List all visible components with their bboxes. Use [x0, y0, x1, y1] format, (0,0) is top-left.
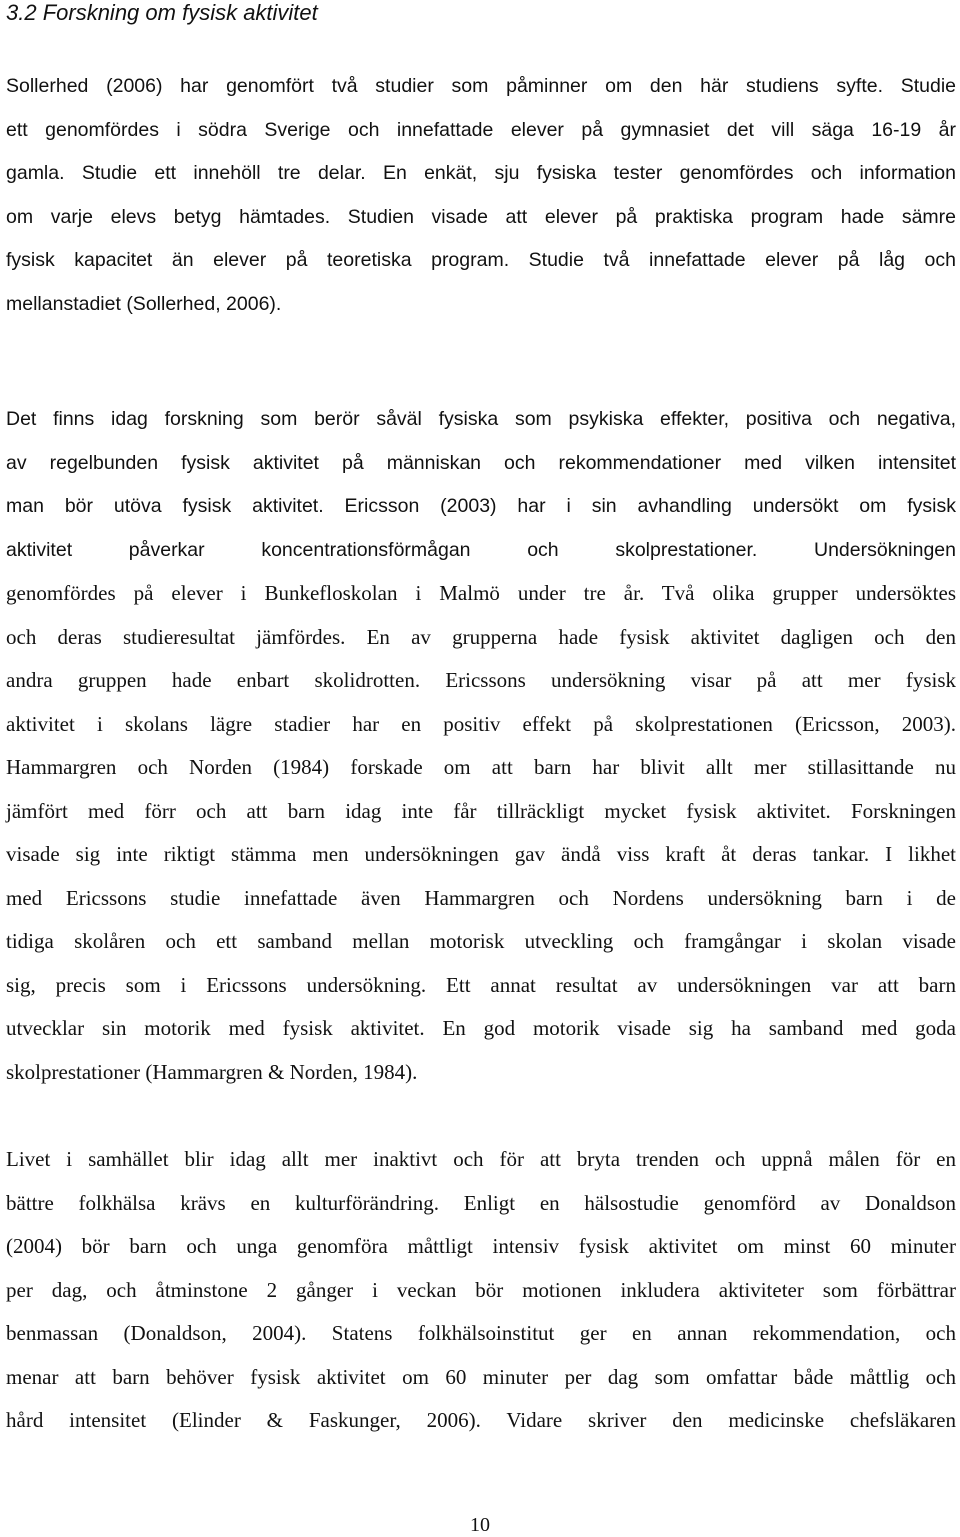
- text-line: hård intensitet (Elinder & Faskunger, 2006). Vidare skriver den medicinske chefsläkaren: [6, 1408, 956, 1432]
- text-line: sig, precis som i Ericssons undersökning. Ett annat resultat av undersökningen var att barn: [6, 972, 956, 997]
- text-line: Livet i samhället blir idag allt mer inaktivt och för att bryta trenden och uppnå målen för en: [6, 1147, 956, 1171]
- text-line: ett genomfördes i södra Sverige och innefattade elever på gymnasiet det vill säga 16-19 år: [6, 118, 956, 141]
- paragraph-research-overview: [6, 398, 956, 1094]
- text-line: Sollerhed (2006) har genomfört två studier som påminner om den här studiens syfte. Studie: [6, 75, 956, 97]
- text-line: visade sig inte riktigt stämma men undersökningen gav ändå viss kraft åt deras tankar. I likhet: [6, 842, 956, 866]
- paragraph-sollerhed: [6, 65, 956, 326]
- text-line: menar att barn behöver fysisk aktivitet om 60 minuter per dag som omfattar både måttlig och: [6, 1364, 956, 1389]
- text-line: skolprestationer (Hammargren & Norden, 1984).: [6, 1059, 418, 1084]
- section-heading: 3.2 Forskning om fysisk aktivitet: [6, 0, 318, 25]
- text-line: av regelbunden fysisk aktivitet på människan och rekommendationer med vilken intensitet: [6, 451, 956, 474]
- text-line: gamla. Studie ett innehöll tre delar. En enkät, sju fysiska tester genomfördes och information: [6, 162, 956, 184]
- text-line: Hammargren och Norden (1984) forskade om att barn har blivit allt mer stillasittande nu: [6, 755, 956, 779]
- text-line: (2004) bör barn och unga genomföra måttligt intensiv fysisk aktivitet om minst 60 minuter: [6, 1234, 956, 1258]
- text-line: genomfördes på elever i Bunkefloskolan i Malmö under tre år. Två olika grupper undersöktes: [6, 581, 956, 605]
- text-line: med Ericssons studie innefattade även Hammargren och Nordens undersökning barn i de: [6, 885, 956, 910]
- text-line: andra gruppen hade enbart skolidrotten. Ericssons undersökning visar på att mer fysisk: [6, 668, 956, 692]
- text-line: aktivitet i skolans lägre stadier har en positiv effekt på skolprestationen (Ericsson, 2003).: [6, 711, 956, 736]
- text-line: bättre folkhälsa krävs en kulturförändring. Enligt en hälsostudie genomförd av Donaldson: [6, 1190, 956, 1215]
- text-line: benmassan (Donaldson, 2004). Statens folkhälsoinstitut ger en annan rekommendation, och: [6, 1321, 956, 1345]
- text-line: tidiga skolåren och ett samband mellan motorisk utveckling och framgångar i skolan visade: [6, 929, 956, 953]
- text-line: och deras studieresultat jämfördes. En av grupperna hade fysisk aktivitet dagligen och den: [6, 624, 956, 649]
- text-line: jämfört med förr och att barn idag inte får tillräckligt mycket fysisk aktivitet. Forskningen: [6, 798, 956, 823]
- text-line: per dag, och åtminstone 2 gånger i veckan bör motionen inkludera aktiviteter som förbättrar: [6, 1277, 956, 1302]
- text-line: Det finns idag forskning som berör såväl fysiska som psykiska effekter, positiva och negativa,: [6, 408, 956, 430]
- text-line: mellanstadiet (Sollerhed, 2006).: [6, 292, 282, 315]
- text-line: utvecklar sin motorik med fysisk aktivitet. En god motorik visade sig ha samband med goda: [6, 1016, 956, 1040]
- paragraph-public-health: [6, 1138, 956, 1443]
- text-line: om varje elevs betyg hämtades. Studien visade att elever på praktiska program hade sämre: [6, 205, 956, 228]
- text-line: fysisk kapacitet än elever på teoretiska program. Studie två innefattade elever på låg och: [6, 249, 956, 271]
- text-line: aktivitet påverkar koncentrationsförmågan och skolprestationer. Undersökningen: [6, 538, 956, 561]
- text-line: man bör utöva fysisk aktivitet. Ericsson (2003) har i sin avhandling undersökt om fysisk: [6, 495, 956, 517]
- page-number: 10: [470, 1514, 490, 1536]
